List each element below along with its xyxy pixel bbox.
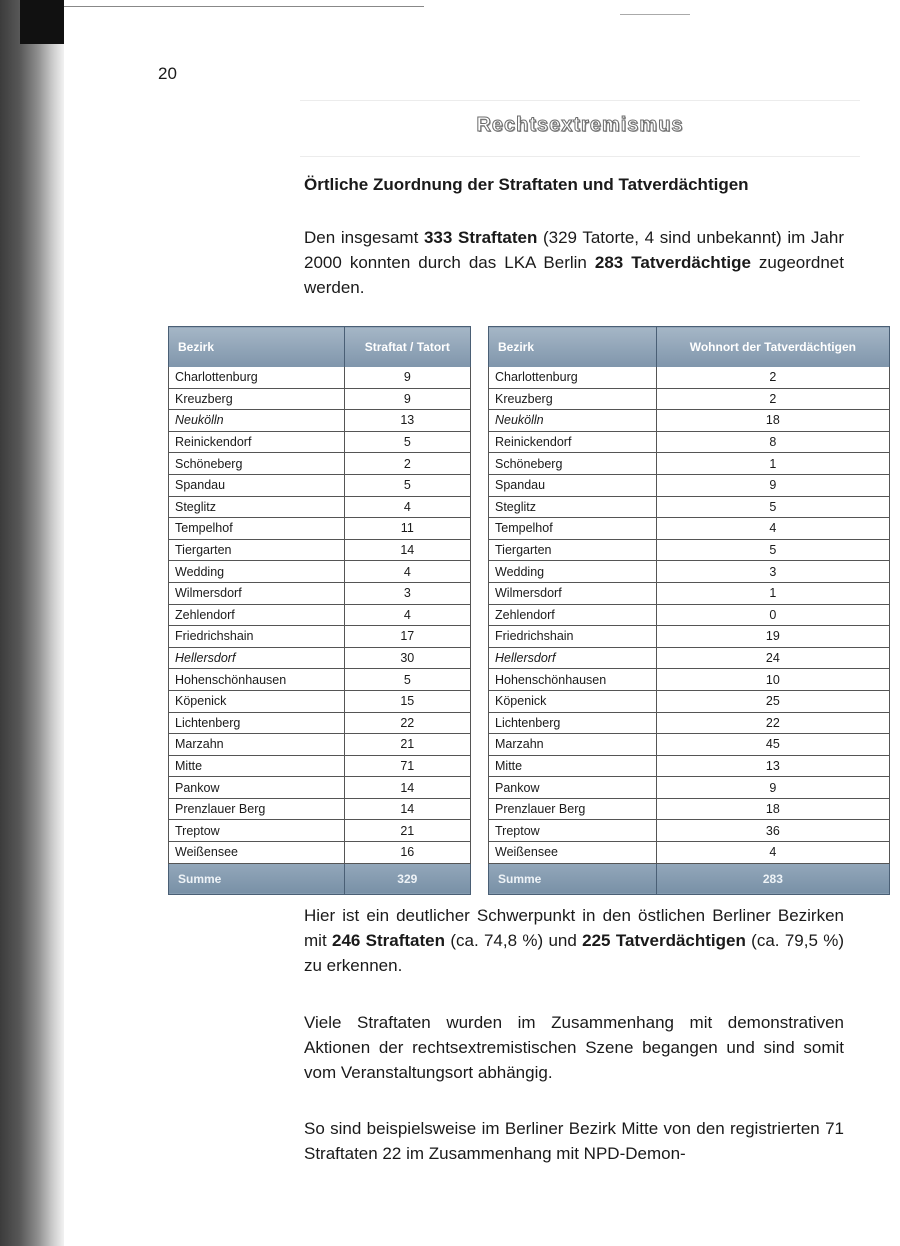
offenses-row [169, 647, 471, 669]
offenses-header-district: Bezirk [169, 327, 345, 368]
offenses-value-cell: 2 [344, 453, 470, 475]
focus-bold-suspects: 225 Tatverdächtigen [582, 931, 746, 950]
suspects-value-cell: 45 [656, 734, 889, 756]
book-spine-shadow [0, 0, 64, 1246]
suspects-district-cell: Hellersdorf [489, 647, 657, 669]
focus-bold-offenses: 246 Straftaten [331, 931, 446, 950]
offenses-value-cell: 5 [344, 669, 470, 691]
offenses-value-cell: 4 [344, 496, 470, 518]
suspects-value-cell: 4 [656, 842, 889, 864]
offenses-by-district-table [168, 326, 471, 895]
suspects-header-value: Wohnort der Tatverdächtigen [656, 327, 889, 368]
offenses-district-cell: Reinickendorf [169, 431, 345, 453]
intro-text-1: Den insgesamt [304, 228, 424, 247]
suspects-value-cell: 1 [656, 582, 889, 604]
suspects-sum-row [489, 863, 890, 894]
suspects-by-residence-table [488, 326, 890, 895]
offenses-row [169, 518, 471, 540]
demonstrations-paragraph: Viele Straftaten wurden im Zusammenhang mit demonstrativen Aktionen der rechtsextremistischen Szene begangen und sind somit vom Veranstaltungsort abhängig. [304, 1013, 844, 1082]
suspects-value-cell: 5 [656, 496, 889, 518]
offenses-value-cell: 4 [344, 604, 470, 626]
offenses-district-cell: Kreuzberg [169, 388, 345, 410]
mitte-paragraph: So sind beispielsweise im Berliner Bezirk Mitte von den registrierten 71 Straftaten 22 im Zusammenhang mit NPD-Demon- [304, 1119, 844, 1163]
offenses-district-cell: Marzahn [169, 734, 345, 756]
suspects-value-cell: 2 [656, 388, 889, 410]
suspects-district-cell: Schöneberg [489, 453, 657, 475]
suspects-district-cell: Wilmersdorf [489, 582, 657, 604]
offenses-row [169, 798, 471, 820]
offenses-district-cell: Pankow [169, 777, 345, 799]
suspects-row [489, 453, 890, 475]
suspects-value-cell: 10 [656, 669, 889, 691]
suspects-row [489, 798, 890, 820]
offenses-district-cell: Tiergarten [169, 539, 345, 561]
offenses-district-cell: Hellersdorf [169, 647, 345, 669]
suspects-value-cell: 3 [656, 561, 889, 583]
offenses-row [169, 453, 471, 475]
suspects-district-cell: Neukölln [489, 410, 657, 432]
offenses-district-cell: Wedding [169, 561, 345, 583]
offenses-header-row [169, 327, 471, 368]
section-title: Örtliche Zuordnung der Straftaten und Tatverdächtigen [304, 175, 749, 194]
suspects-district-cell: Spandau [489, 474, 657, 496]
offenses-row [169, 669, 471, 691]
focus-text-3: (ca. 79,5 %) zu erkennen. [304, 931, 845, 975]
intro-bold-suspects: 283 Tatverdächtige [594, 253, 751, 272]
offenses-value-cell: 9 [344, 388, 470, 410]
suspects-row [489, 777, 890, 799]
offenses-row [169, 626, 471, 648]
offenses-row [169, 582, 471, 604]
suspects-row [489, 604, 890, 626]
suspects-district-cell: Kreuzberg [489, 388, 657, 410]
offenses-value-cell: 14 [344, 539, 470, 561]
offenses-district-cell: Prenzlauer Berg [169, 798, 345, 820]
offenses-value-cell: 13 [344, 410, 470, 432]
offenses-row [169, 388, 471, 410]
offenses-value-cell: 71 [344, 755, 470, 777]
suspects-row [489, 582, 890, 604]
offenses-row [169, 474, 471, 496]
suspects-row [489, 626, 890, 648]
suspects-district-cell: Wedding [489, 561, 657, 583]
suspects-row [489, 388, 890, 410]
offenses-row [169, 820, 471, 842]
scan-corner-mark [20, 0, 64, 44]
suspects-district-cell: Pankow [489, 777, 657, 799]
suspects-row [489, 410, 890, 432]
suspects-row [489, 712, 890, 734]
intro-text-2: (329 Tatorte, 4 sind unbekannt) im Jahr 2000 konnten durch das LKA Berlin [304, 228, 844, 272]
offenses-row [169, 561, 471, 583]
offenses-district-cell: Steglitz [169, 496, 345, 518]
suspects-row [489, 820, 890, 842]
offenses-row [169, 734, 471, 756]
suspects-body [489, 367, 890, 863]
suspects-district-cell: Reinickendorf [489, 431, 657, 453]
header-rule-top [300, 100, 860, 101]
offenses-row [169, 496, 471, 518]
offenses-value-cell: 4 [344, 561, 470, 583]
suspects-value-cell: 4 [656, 518, 889, 540]
suspects-header-row [489, 327, 890, 368]
offenses-value-cell: 21 [344, 820, 470, 842]
offenses-row [169, 431, 471, 453]
offenses-row [169, 777, 471, 799]
suspects-district-cell: Tempelhof [489, 518, 657, 540]
suspects-value-cell: 5 [656, 539, 889, 561]
suspects-row [489, 518, 890, 540]
suspects-value-cell: 8 [656, 431, 889, 453]
offenses-district-cell: Mitte [169, 755, 345, 777]
offenses-row [169, 604, 471, 626]
offenses-district-cell: Lichtenberg [169, 712, 345, 734]
suspects-sum-value: 283 [656, 863, 889, 894]
intro-paragraph [304, 225, 844, 300]
suspects-value-cell: 36 [656, 820, 889, 842]
suspects-district-cell: Zehlendorf [489, 604, 657, 626]
running-head: Rechtsextremismus [476, 114, 684, 136]
intro-text-3: zugeordnet werden. [304, 253, 844, 297]
suspects-district-cell: Lichtenberg [489, 712, 657, 734]
offenses-value-cell: 5 [344, 474, 470, 496]
offenses-district-cell: Zehlendorf [169, 604, 345, 626]
intro-bold-offenses: 333 Straftaten [423, 228, 538, 247]
offenses-district-cell: Hohenschönhausen [169, 669, 345, 691]
suspects-row [489, 496, 890, 518]
offenses-value-cell: 30 [344, 647, 470, 669]
offenses-row [169, 539, 471, 561]
scan-edge-line [64, 6, 424, 7]
header-rule-bottom [300, 156, 860, 157]
offenses-value-cell: 9 [344, 367, 470, 388]
suspects-district-cell: Marzahn [489, 734, 657, 756]
suspects-district-cell: Charlottenburg [489, 367, 657, 388]
offenses-district-cell: Treptow [169, 820, 345, 842]
offenses-district-cell: Spandau [169, 474, 345, 496]
offenses-header-value: Straftat / Tatort [344, 327, 470, 368]
offenses-district-cell: Charlottenburg [169, 367, 345, 388]
offenses-district-cell: Wilmersdorf [169, 582, 345, 604]
offenses-row [169, 410, 471, 432]
suspects-row [489, 367, 890, 388]
offenses-district-cell: Tempelhof [169, 518, 345, 540]
offenses-value-cell: 16 [344, 842, 470, 864]
suspects-row [489, 734, 890, 756]
suspects-value-cell: 9 [656, 474, 889, 496]
offenses-value-cell: 15 [344, 690, 470, 712]
focus-text-1: Hier ist ein deutlicher Schwerpunkt in den östlichen Berliner Bezirken mit [304, 906, 844, 950]
offenses-value-cell: 11 [344, 518, 470, 540]
focus-text-2: (ca. 74,8 %) und [445, 931, 583, 950]
suspects-district-cell: Prenzlauer Berg [489, 798, 657, 820]
suspects-value-cell: 18 [656, 410, 889, 432]
suspects-value-cell: 0 [656, 604, 889, 626]
suspects-district-cell: Steglitz [489, 496, 657, 518]
offenses-row [169, 842, 471, 864]
suspects-row [489, 669, 890, 691]
suspects-row [489, 561, 890, 583]
offenses-value-cell: 3 [344, 582, 470, 604]
offenses-value-cell: 14 [344, 777, 470, 799]
suspects-value-cell: 1 [656, 453, 889, 475]
offenses-district-cell: Friedrichshain [169, 626, 345, 648]
suspects-value-cell: 13 [656, 755, 889, 777]
offenses-row [169, 712, 471, 734]
focus-paragraph [304, 903, 844, 978]
suspects-row [489, 755, 890, 777]
suspects-row [489, 539, 890, 561]
offenses-district-cell: Weißensee [169, 842, 345, 864]
suspects-district-cell: Weißensee [489, 842, 657, 864]
suspects-row [489, 647, 890, 669]
page-number: 20 [158, 64, 177, 83]
offenses-row [169, 690, 471, 712]
offenses-value-cell: 22 [344, 712, 470, 734]
offenses-value-cell: 17 [344, 626, 470, 648]
suspects-value-cell: 24 [656, 647, 889, 669]
offenses-value-cell: 5 [344, 431, 470, 453]
suspects-district-cell: Hohenschönhausen [489, 669, 657, 691]
suspects-value-cell: 18 [656, 798, 889, 820]
offenses-value-cell: 14 [344, 798, 470, 820]
offenses-district-cell: Schöneberg [169, 453, 345, 475]
offenses-sum-row [169, 863, 471, 894]
suspects-row [489, 690, 890, 712]
suspects-district-cell: Tiergarten [489, 539, 657, 561]
suspects-value-cell: 19 [656, 626, 889, 648]
suspects-district-cell: Friedrichshain [489, 626, 657, 648]
suspects-row [489, 431, 890, 453]
suspects-value-cell: 2 [656, 367, 889, 388]
scan-edge-line-right [620, 14, 690, 15]
offenses-value-cell: 21 [344, 734, 470, 756]
suspects-value-cell: 9 [656, 777, 889, 799]
suspects-row [489, 842, 890, 864]
offenses-district-cell: Neukölln [169, 410, 345, 432]
suspects-district-cell: Köpenick [489, 690, 657, 712]
offenses-row [169, 755, 471, 777]
suspects-district-cell: Mitte [489, 755, 657, 777]
suspects-value-cell: 22 [656, 712, 889, 734]
offenses-district-cell: Köpenick [169, 690, 345, 712]
suspects-value-cell: 25 [656, 690, 889, 712]
suspects-header-district: Bezirk [489, 327, 657, 368]
suspects-sum-label: Summe [489, 863, 657, 894]
suspects-district-cell: Treptow [489, 820, 657, 842]
offenses-sum-value: 329 [344, 863, 470, 894]
suspects-row [489, 474, 890, 496]
offenses-body [169, 367, 471, 863]
offenses-sum-label: Summe [169, 863, 345, 894]
offenses-row [169, 367, 471, 388]
